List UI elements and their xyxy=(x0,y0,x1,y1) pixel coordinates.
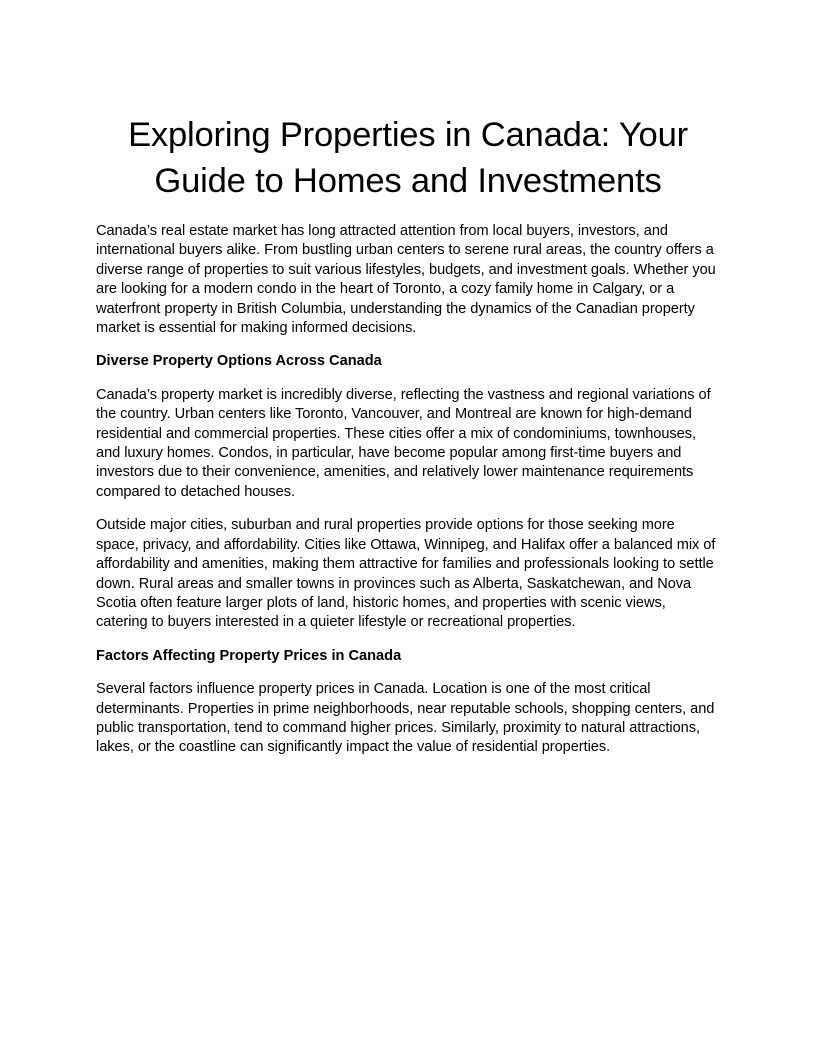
section-paragraph: Outside major cities, suburban and rural properties provide options for those seeking more space, privacy, and affordability. Cities like Ottawa, Winnipeg, and Halifax offer a balanced mix of affordability and amenities, making them attractive for families and professionals looking to settle down. Rural areas and smaller towns in provinces such as Alberta, Saskatchewan, and Nova Scotia often feature larger plots of land, historic homes, and properties with scenic views, catering to buyers interested in a quieter lifestyle or recreational properties. xyxy=(96,517,716,631)
section-heading-diverse-options: Diverse Property Options Across Canada xyxy=(96,353,382,370)
document-title: Exploring Properties in Canada: Your Guide to Homes and Investments xyxy=(128,116,688,200)
section-paragraph: Canada’s property market is incredibly diverse, reflecting the vastness and regional variations of the country. Urban centers like Toronto, Vancouver, and Montreal are known for high-demand residential and commercial properties. These cities offer a mix of condominiums, townhouses, and luxury homes. Condos, in particular, have become popular among first-time buyers and investors due to their convenience, amenities, and relatively lower maintenance requirements compared to detached houses. xyxy=(96,386,711,500)
document-page xyxy=(96,112,720,772)
section-heading-price-factors: Factors Affecting Property Prices in Canada xyxy=(96,647,402,664)
intro-paragraph: Canada’s real estate market has long attracted attention from local buyers, investors, and international buyers alike. From bustling urban centers to serene rural areas, the country offers a diverse range of properties to suit various lifestyles, budgets, and investment goals. Whether you are looking for a modern condo in the heart of Toronto, a cozy family home in Calgary, or a waterfront property in British Columbia, understanding the dynamics of the Canadian property market is essential for making informed decisions. xyxy=(96,223,716,337)
section-paragraph: Several factors influence property prices in Canada. Location is one of the most critical determinants. Properties in prime neighborhoods, near reputable schools, shopping centers, and public transportation, tend to command higher prices. Similarly, proximity to natural attractions, lakes, or the coastline can significantly impact the value of residential properties. xyxy=(96,681,715,756)
